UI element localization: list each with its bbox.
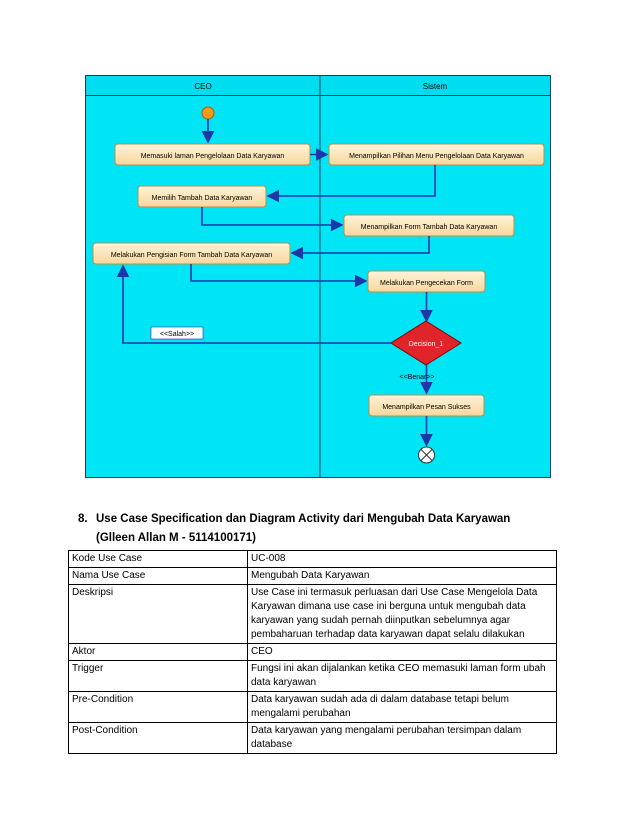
row-value: Use Case ini termasuk perluasan dari Use Case Mengelola Data Karyawan dimana use case ini berguna untuk mengubah data karyawan yang sudah pernah diinputkan sebelumnya agar pembaharuan terhadap data karyawan dapat selalu dilakukan: [248, 585, 557, 644]
row-key: Pre-Condition: [69, 692, 248, 723]
action-a1-label: Memasuki laman Pengelolaan Data Karyawan: [140, 153, 285, 160]
row-key: Trigger: [69, 661, 248, 692]
row-key: Deskripsi: [69, 585, 248, 644]
section-title: Use Case Specification dan Diagram Activity dari Mengubah Data Karyawan: [96, 513, 511, 525]
row-value: Data karyawan yang mengalami perubahan tersimpan dalam database: [248, 723, 557, 754]
row-value: Fungsi ini akan dijalankan ketika CEO memasuki laman form ubah data karyawan: [248, 661, 557, 692]
lane-sistem-title: Sistem: [422, 82, 448, 91]
row-value: Mengubah Data Karyawan: [248, 568, 557, 585]
guard-true-label: <<Benar>>: [399, 374, 435, 381]
swimlane-header: [86, 76, 551, 96]
table-row: [69, 551, 557, 568]
row-key: Kode Use Case: [69, 551, 248, 568]
row-key: Nama Use Case: [69, 568, 248, 585]
guard-false-label: <<Salah>>: [159, 331, 195, 338]
section-author: (Glleen Allan M - 5114100171): [96, 532, 257, 544]
action-a4-label: Menampilkan Form Tambah Data Karyawan: [360, 224, 498, 231]
decision-label: Decision_1: [408, 341, 444, 348]
section-heading: [78, 510, 510, 548]
row-value: Data karyawan sudah ada di dalam database tetapi belum mengalami perubahan: [248, 692, 557, 723]
table-row: [69, 644, 557, 661]
table-row: [69, 723, 557, 754]
action-a5-label: Melakukan Pengisian Form Tambah Data Karyawan: [110, 252, 273, 259]
activity-diagram: [85, 75, 551, 478]
row-key: Post-Condition: [69, 723, 248, 754]
section-number: 8.: [78, 513, 88, 525]
row-key: Aktor: [69, 644, 248, 661]
table-row: [69, 568, 557, 585]
action-a7-label: Menampilkan Pesan Sukses: [382, 404, 471, 411]
table-row: [69, 661, 557, 692]
row-value: UC-008: [248, 551, 557, 568]
row-value: CEO: [248, 644, 557, 661]
action-a2-label: Menampilkan Pilihan Menu Pengelolaan Data Karyawan: [349, 153, 524, 160]
table-row: [69, 585, 557, 644]
table-row: [69, 692, 557, 723]
use-case-spec-table: [68, 550, 557, 754]
initial-node: [202, 107, 214, 119]
action-a6-label: Melakukan Pengecekan Form: [380, 280, 473, 287]
lane-ceo-title: CEO: [194, 82, 212, 91]
action-a3-label: Memilih Tambah Data Karyawan: [151, 195, 253, 202]
